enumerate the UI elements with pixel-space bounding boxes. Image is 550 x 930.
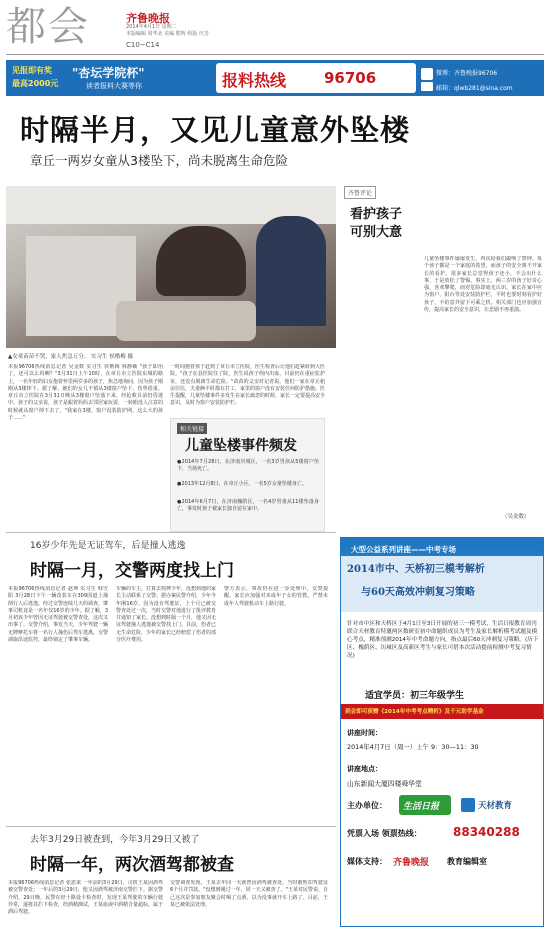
ad-media-suffix: 教育编辑室 — [447, 857, 487, 866]
opinion-body: 儿童坠楼事件屡屡发生，再次给我们敲响了警钟。每个孩子都是一个家庭的希望，而孩子的安全离不开家长的看护。很多家长总觉得孩子还小，不会出什么事，于是放松了警惕。事实上，两三岁的孩子好奇心强，喜欢攀爬，而对危险却毫无认识。家长在家中应为窗户、阳台等处安装防护栏，平时也要时刻看护好孩子，不给意外留下可乘之机。相关部门也应加强宣传，提高家长的安全意识，让悲剧不再重演。 — [424, 256, 542, 314]
lead-column-2: 一时间抱着孩子赶到了章丘市立医院，医生检查后让他们赶紧转到大医院。"孩子在县医院住了院，医生说孩子颅内出血，目前仍在重症监护室，还没有脱离生命危险。"苗苗的父亲对记者说。他们一家在章丘租房居住，夫妻俩平时都在打工，家里的窗户没有安装任何防护措施。医生提醒，儿童坠楼事件多发生在家长疏忽的时候，家长一定要提高安全意识，及时为窗户安装防护栏。 — [170, 364, 325, 407]
story2-column-3: 警方表示，事故仍在进一步处理中。交警提醒，家长应加强对未成年子女的管教，严禁未成年人驾驶机动车上路行驶。 — [224, 586, 328, 607]
date-line: 2014年4月1日 星期二 — [126, 24, 177, 30]
ad-time-value: 2014年4月7日（周一）上午 9：30—11：30 — [347, 743, 479, 751]
lead-column-1: 本报96706热线消息记者 吴金数 实习生 侯楷梅 林静颖 "孩子即治了，还可以么吗啊？"3月31日上午10时，在章丘市立医院东城的路上，一名年轻的妇女抱着怀里两岁多的孩子，焦急地询问，因为孩子刚刚从3楼摔下。据了解，她们的女儿不慎从3楼窗户坠下，伤势很重。章丘市立医院在3月31日晚从3楼窗户坠落下来，经抢救目前仍昏迷中。孩子的父亲说，孩子是跟着妈妈去邻居家玩耍，一转眼没人注意的时候就从窗户掉下去了，"我家在3楼，窗户没装防护网，这么大的孩子……" — [8, 364, 163, 422]
page-range: C10~C14 — [126, 41, 160, 49]
ad-tag: 大型公益系列讲座——中考专场 — [351, 545, 456, 554]
ad-ticket-text: 凭票入场 领票热线： — [347, 829, 422, 838]
banner-slogan-sub: 读者报料大赛等你 — [86, 82, 142, 90]
hotline-number: 96706 — [324, 69, 377, 87]
opinion-author: （吴金数） — [502, 514, 530, 520]
banner-prize-line1: 见报即有奖 — [12, 66, 52, 75]
story2-column-2: 车辆的车主，打算去拘押少年，没想到他的家长主动联系了交警。据办案民警介绍，少年今年刚16岁，因为没有驾驶证，上个月已被交警查处过一次，当时交警对他进行了批评教育并通知了家长。没想到时隔一个月，他又因无证驾驶撞人逃逸被交警找上门。目前，伤者已无生命危险，少年的家长已经赔偿了伤者的部分医疗费用。 — [116, 586, 216, 644]
opinion-tag: 齐鲁评论 — [344, 186, 376, 199]
lecture-ad — [340, 537, 544, 927]
banner-email: 邮箱：qlwb281@sina.com — [436, 85, 513, 92]
lead-headline: 时隔半月，又见儿童意外坠楼 — [20, 113, 411, 147]
story3-kicker: 去年3月29日被查到，今年3月29日又被了 — [30, 835, 200, 845]
ad-media-label: 媒体支持： — [347, 857, 387, 866]
story3-column-1: 本报96706热线消息记者 张恩来 一年前的3月29日，司机王某因酒驾被交警查处；一年后的3月29日，他又因酒驾被济南交警拦下。据交警介绍，29日晚，民警在经十路设卡检查时，发现王某驾驶的车辆行驶异常，遂将其拦下检查，经酒精测试，王某血液中酒精含量超标，属于酒后驾驶。 — [8, 880, 163, 916]
hotline-label: 报料热线 — [222, 71, 287, 90]
related-item-1: ●2014年7月28日，在济南历城区，一名3岁男孩从5楼窗户坠下，当场死亡。 — [177, 459, 319, 473]
ad-media-brand: 齐鲁晚报 — [393, 858, 430, 868]
related-links-headline: 儿童坠楼事件频发 — [185, 438, 297, 454]
ad-audience: 适宜学员：初三年级学生 — [365, 691, 465, 701]
ad-place-label: 讲座地点： — [347, 765, 382, 773]
ad-title-line2: 与60天高效冲刺复习策略 — [361, 587, 475, 598]
paper-logo: 齐鲁晚报 — [126, 12, 170, 25]
story3-column-2: 交警调查发现，王某去年同一天就曾因酒驾被查处，当时被暂扣驾驶证6个月并罚款。"没想到刚过一年，同一天又被查了。"王某对民警说，自己这次是参加朋友聚会时喝了点酒，以为没事就开车上路了。目前，王某已被依法处理。 — [170, 880, 328, 908]
ad-time-label: 讲座时间： — [347, 729, 382, 737]
ad-gift: 到会即可获赠《2014年中考考点精析》及千元助学基金 — [345, 709, 484, 715]
banner-slogan: "杏坛学院杯" — [72, 66, 145, 80]
section-title: 都会 — [6, 4, 90, 50]
editor-line: 本版编辑 周华北 美编 熊辉 组版 庆芳 — [126, 31, 209, 37]
related-item-2: ●2013年12月8日，在章丘小区，一名5岁女童坠楼身亡。 — [177, 481, 307, 487]
related-item-3: ●2014年6月7日，在济南槐荫区，一名4岁男童从11楼坠落身亡，事发时孩子被家长独自留在家中。 — [177, 499, 319, 513]
ad-host-brand-2: 天材教育 — [478, 801, 513, 811]
ad-host-brand-1: 生活日报 — [403, 802, 440, 812]
related-links-box — [170, 418, 325, 532]
ad-place-value: 山东新闻大厦四楼舜华堂 — [347, 780, 422, 788]
story2-column-1: 本报96706热线消息记者 赵坤 实习生 韩雪阳 3月28日下午一辆改装车在309国道上撞倒行人后逃逸。经过交警连续几天的调查，肇事司机竟是一名年仅16岁的少年。据了解，3月初该少年曾因无证驾驶被交警查处，这次又出事了。交警介绍，事发当天，少年驾驶一辆无牌摩托车将一名行人撞伤后驾车逃离，交警调取沿途监控，最终锁定了肇事车辆。 — [8, 586, 108, 644]
banner-prize-line2: 最高2000元 — [12, 79, 59, 88]
ad-title-line1: 2014市中、天桥初三模考解析 — [347, 564, 485, 575]
story2-kicker: 16岁少年先是无证驾车，后是撞人逃逸 — [30, 541, 186, 551]
ad-host-label: 主办单位： — [347, 801, 387, 810]
tiancai-logo-icon — [461, 798, 475, 812]
ad-ticket-number: 88340288 — [453, 825, 520, 839]
photo-caption: ▲女童苗苗不哭，家人焦急万分。 实习生 侯楷梅 摄 — [8, 354, 133, 360]
lead-photo — [6, 186, 336, 348]
ad-description: 针对市中区和天桥区于4月1日至3日开展的初三一模考试，生活日报教育周刊联合天材教育特邀两区数研室初中命题组成员为考生及家长解析模考试题及模心考点，精准预测2014年中考命题方向，指点最后60天冲刺复习策略。(历下区、槐荫区、历城区及高新区考生与家长可借本次活动提前检测中考复习情况) — [347, 621, 539, 659]
story2-headline: 时隔一月，交警两度找上门 — [30, 561, 234, 581]
mail-icon — [421, 82, 433, 91]
related-links-tag: 相关链接 — [177, 423, 207, 434]
tip-banner — [6, 60, 544, 96]
weibo-icon — [421, 68, 433, 80]
story3-headline: 时隔一年，两次酒驾都被查 — [30, 855, 234, 875]
lead-subheadline: 章丘一两岁女童从3楼坠下，尚未脱离生命危险 — [30, 153, 288, 168]
opinion-column — [344, 186, 542, 526]
opinion-title: 看护孩子 可别大意 — [350, 207, 403, 240]
banner-weibo: 微博：齐鲁晚报96706 — [436, 70, 498, 77]
